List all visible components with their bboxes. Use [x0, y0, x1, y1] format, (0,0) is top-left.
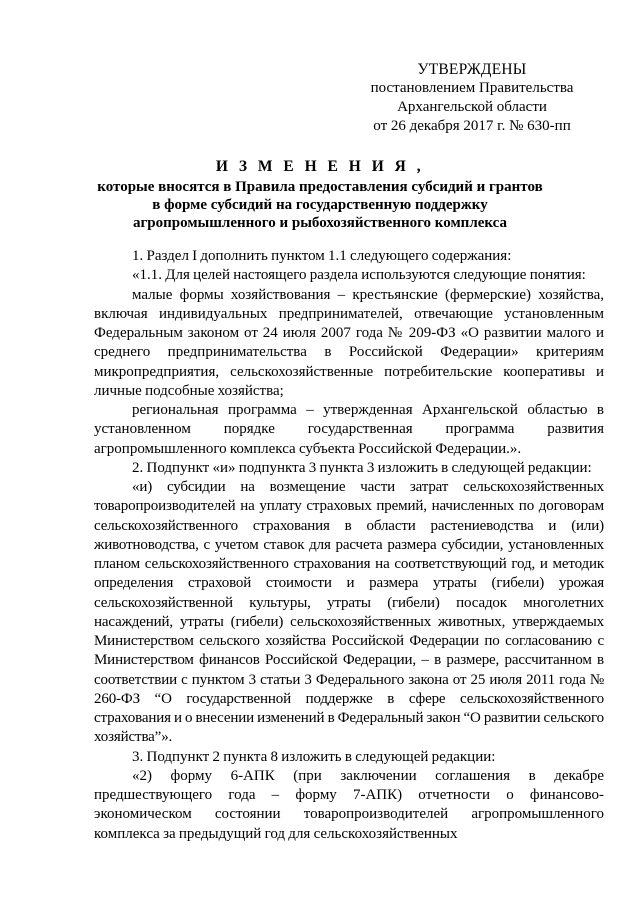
paragraph: региональная программа – утвержденная Архангельской областью в установленном порядке государственная программа развития агропромышленного комплекса субъекта Российской Федерации.». [94, 402, 604, 457]
document-body [94, 247, 604, 844]
paragraph: «1.1. Для целей настоящего раздела используются следующие понятия: [132, 267, 586, 284]
approval-line: Архангельской области [397, 99, 547, 115]
paragraph: 3. Подпункт 2 пункта 8 изложить в следующей редакции: [132, 748, 496, 765]
title-line: в форме субсидий на государственную поддержку [152, 197, 488, 213]
title-line: которые вносятся в Правила предоставления субсидий и грантов [97, 179, 543, 195]
approval-heading: УТВЕРЖДЕНЫ [417, 61, 527, 78]
paragraph: 2. Подпункт «и» подпункта 3 пункта 3 изложить в следующей редакции: [132, 459, 592, 476]
paragraph: 1. Раздел I дополнить пунктом 1.1 следующего содержания: [132, 248, 512, 264]
paragraph: «2) форму 6-АПК (при заключении соглашения в декабре предшествующего года – форму 7-АПК) отчетности о финансово-экономическом состоянии товаропроизводителей агропромышленного комплекса за предыдущий год для сельскохозяйственных [94, 767, 604, 842]
approval-line: постановлением Правительства [370, 80, 574, 96]
title-main: И З М Е Н Е Н И Я , [215, 158, 425, 175]
approval-line: от 26 декабря 2017 г. № 630-пп [373, 118, 571, 134]
paragraph: «и) субсидии на возмещение части затрат сельскохозяйственных товаропроизводителей на уплату страховых премий, начисленных по договорам сельскохозяйственного страхования в области растениеводства и (или) животноводства, с учетом ставок для расчета размера субсидии, установленных планом сельскохозяйственного страхования на соответствующий год, и методик определения страховой стоимости и размера утраты (гибели) урожая сельскохозяйственной культуры, утраты (гибели) посадок многолетних насаждений, утраты (гибели) сельскохозяйственных животных, утверждаемых Министерством сельского хозяйства Российской Федерации по согласованию с Министерством финансов Российской Федерации, – в размере, рассчитанном в соответствии с пунктом 3 статьи 3 Федерального закона от 25 июля 2011 года № 260-ФЗ “О государственной поддержке в сфере сельскохозяйственного страхования и о внесении изменений в Федеральный закон “О развитии сельского хозяйства”». [94, 479, 604, 746]
title-line: агропромышленного и рыбохозяйственного комплекса [132, 215, 508, 231]
document-title [40, 158, 600, 232]
paragraph: малые формы хозяйствования – крестьянские (фермерские) хозяйства, включая индивидуальных предпринимателей, отвечающие установленным Федеральным законом от 24 июля 2007 года № 209-ФЗ «О развитии малого и среднего предпринимательства в Российской Федерации» критериям микропредприятия, сельскохозяйственные потребительские кооперативы и личные подсобные хозяйства; [94, 286, 604, 399]
approval-stamp [340, 60, 604, 136]
